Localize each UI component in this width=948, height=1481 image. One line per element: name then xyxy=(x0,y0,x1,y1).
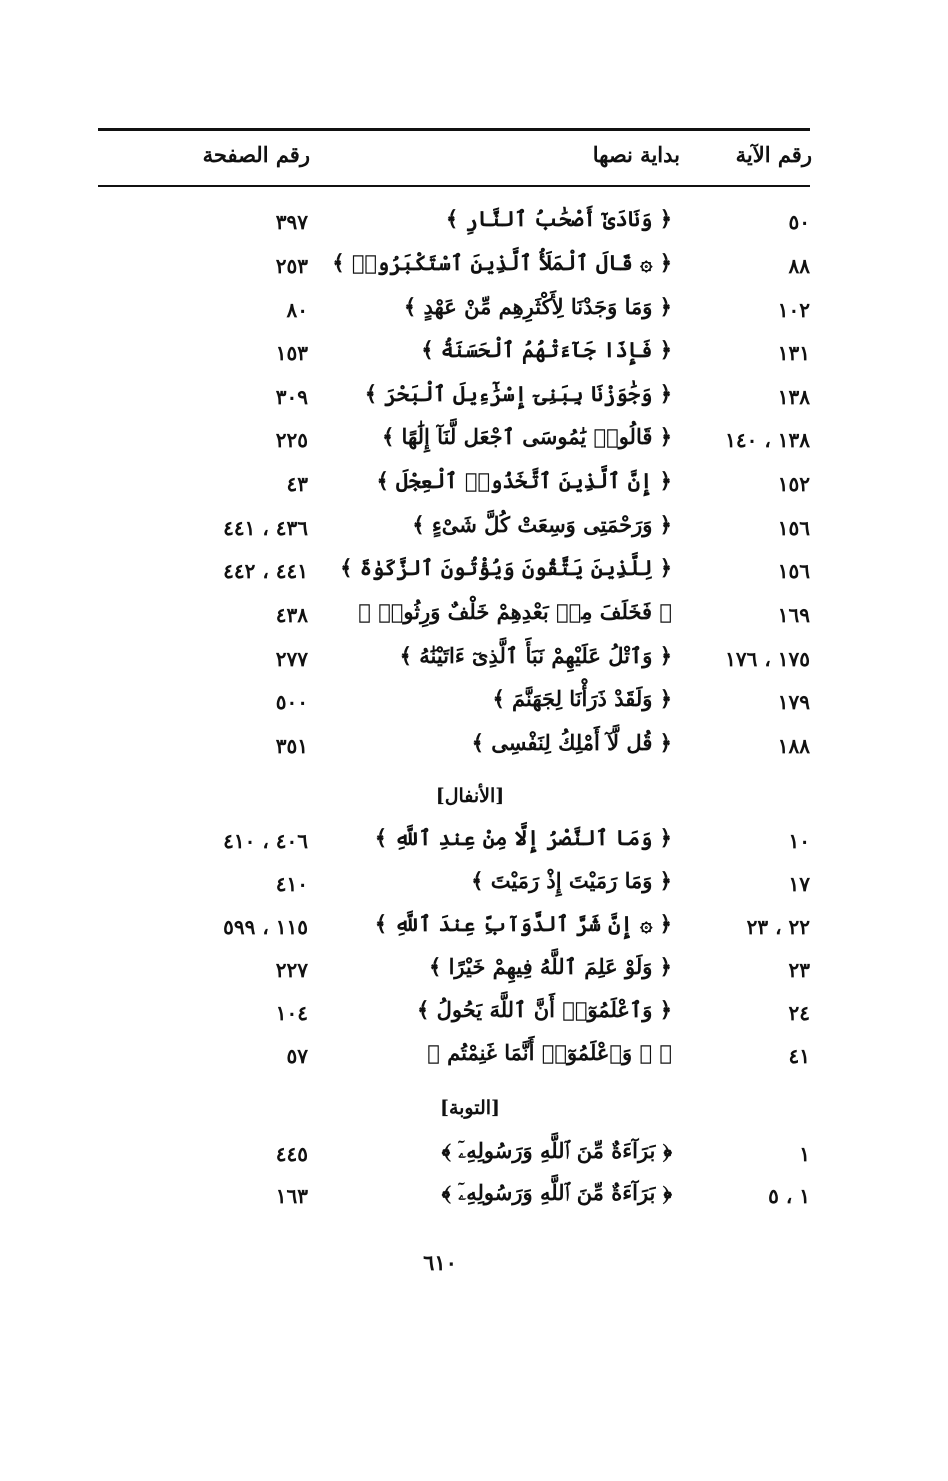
ayah-number: ١٥٦ xyxy=(777,559,810,583)
header-page-number: رقم الصفحة xyxy=(202,142,310,167)
table-row xyxy=(98,868,810,904)
ayah-number: ١ xyxy=(799,1142,810,1166)
ayah-number: ٢٣ xyxy=(788,958,810,982)
verse-start: ﴿ فَخَلَفَ مِنۢ بَعْدِهِمْ خَلْفٌ وَرِثُوا۟ ﴾ xyxy=(358,599,672,624)
page-ref: ٤١٠ xyxy=(275,872,308,896)
header-start-text: بداية نصها xyxy=(592,142,680,167)
ayah-number: ٨٨ xyxy=(788,254,810,278)
section-heading-anfal: [الأنفال] xyxy=(435,785,505,807)
table-row xyxy=(98,512,810,548)
page-ref: ٥٧ xyxy=(286,1044,308,1068)
verse-start: ﴿ وَمَا رَمَيْتَ إِذْ رَمَيْتَ ﴾ xyxy=(471,868,672,893)
verse-start: ﴿ وَرَحْمَتِى وَسِعَتْ كُلَّ شَىْءٍ ﴾ xyxy=(412,512,672,537)
verse-start: ﴿ وَمَا ٱلنَّصْرُ إِلَّا مِنْ عِندِ ٱللَّهِ ﴾ xyxy=(374,825,672,850)
verse-start: ﴿ بَرَآءَةٌ مِّنَ ٱللَّهِ وَرَسُولِهِۦٓ ﴾ xyxy=(441,1138,672,1163)
page-ref: ٢٥٣ xyxy=(275,254,308,278)
page-ref: ٣٥١ xyxy=(275,734,308,758)
page-ref: ٢٢٧ xyxy=(275,958,308,982)
table-row xyxy=(98,643,810,679)
verse-start: ﴿ وَجَٰوَزْنَا بِبَنِىٓ إِسْرَٰٓءِيلَ ٱلْبَحْرَ ﴾ xyxy=(364,381,672,406)
verse-start: ﴿ لِلَّذِينَ يَتَّقُونَ وَيُؤْتُونَ ٱلزَّكَوٰةَ ﴾ xyxy=(340,555,672,580)
table-row xyxy=(98,381,810,417)
page-number: ٦١٠ xyxy=(423,1250,457,1275)
table-row xyxy=(98,250,810,286)
verse-start: ﴿ ۞ إِنَّ شَرَّ ٱلدَّوَآبِّ عِندَ ٱللَّهِ ﴾ xyxy=(374,911,672,936)
verse-start: ﴿ وَٱعْلَمُوٓا۟ أَنَّ ٱللَّهَ يَحُولُ ﴾ xyxy=(417,997,672,1022)
table-row xyxy=(98,206,810,242)
page-ref: ٤٤٥ xyxy=(275,1142,308,1166)
ayah-number: ١٣٨ ، ١٤٠ xyxy=(725,428,810,452)
verse-start: ﴿ وَٱتْلُ عَلَيْهِمْ نَبَأَ ٱلَّذِىٓ ءَاتَيْنَٰهُ ﴾ xyxy=(399,643,672,668)
table-row xyxy=(98,468,810,504)
verse-start: ﴿ ۞ وَٱعْلَمُوٓا۟ أَنَّمَا غَنِمْتُم ﴾ xyxy=(427,1040,672,1065)
page-ref: ٣٩٧ xyxy=(275,210,308,234)
verse-start: ﴿ وَلَوْ عَلِمَ ٱللَّهُ فِيهِمْ خَيْرًا ﴾ xyxy=(428,954,672,979)
ayah-number: ٢٤ xyxy=(788,1001,810,1025)
page-ref: ٤٣ xyxy=(286,472,308,496)
table-row xyxy=(98,599,810,635)
page-ref: ٤٣٦ ، ٤٤١ xyxy=(223,516,308,540)
table-row xyxy=(98,1040,810,1076)
ayah-number: ١٥٦ xyxy=(777,516,810,540)
header-ayah-number: رقم الآية xyxy=(735,142,812,167)
verse-start: ﴿ وَنَادَىٰٓ أَصْحَٰبُ ٱلنَّارِ ﴾ xyxy=(445,206,672,231)
section-heading-tawbah: [التوبة] xyxy=(439,1097,501,1119)
table-row xyxy=(98,294,810,330)
table-row xyxy=(98,424,810,460)
ayah-number: ١٦٩ xyxy=(777,603,810,627)
ayah-number: ١٧٩ xyxy=(777,690,810,714)
ayah-number: ١٠ xyxy=(788,829,810,853)
verse-start: ﴿ ۞ قَالَ ٱلْمَلَأُ ٱلَّذِينَ ٱسْتَكْبَرُوا۟ ﴾ xyxy=(332,250,672,275)
ayah-number: ١٧ xyxy=(788,872,810,896)
page-ref: ٤٠٦ ، ٤١٠ xyxy=(223,829,308,853)
verse-start: ﴿ قُل لَّآ أَمْلِكُ لِنَفْسِى ﴾ xyxy=(471,730,672,755)
table-row xyxy=(98,686,810,722)
table-row xyxy=(98,1138,810,1174)
ayah-number: ١٣١ xyxy=(777,341,810,365)
page-ref: ٢٧٧ xyxy=(275,647,308,671)
ayah-number: ٤١ xyxy=(788,1044,810,1068)
page-ref: ١٠٤ xyxy=(275,1001,308,1025)
page-ref: ٢٢٥ xyxy=(275,428,308,452)
ayah-number: ١٨٨ xyxy=(777,734,810,758)
table-row xyxy=(98,997,810,1033)
ayah-number: ١٥٢ xyxy=(777,472,810,496)
ayah-number: ١٧٥ ، ١٧٦ xyxy=(725,647,810,671)
page-ref: ١١٥ ، ٥٩٩ xyxy=(223,915,308,939)
verse-start: ﴿ وَلَقَدْ ذَرَأْنَا لِجَهَنَّمَ ﴾ xyxy=(492,686,672,711)
page-ref: ٤٤١ ، ٤٤٢ xyxy=(223,559,308,583)
verse-start: ﴿ فَإِذَا جَآءَتْهُمُ ٱلْحَسَنَةُ ﴾ xyxy=(421,337,672,362)
page-ref: ١٦٣ xyxy=(275,1184,308,1208)
table-row xyxy=(98,1180,810,1216)
table-row xyxy=(98,911,810,947)
header-rule xyxy=(98,185,810,187)
table-row xyxy=(98,337,810,373)
table-row xyxy=(98,825,810,861)
ayah-number: ٢٢ ، ٢٣ xyxy=(746,915,810,939)
verse-start: ﴿ قَالُوا۟ يَٰمُوسَى ٱجْعَل لَّنَآ إِلَٰهًا ﴾ xyxy=(381,424,672,449)
ayah-number: ١٣٨ xyxy=(777,385,810,409)
ayah-number: ٥٠ xyxy=(788,210,810,234)
table-row xyxy=(98,730,810,766)
verse-start: ﴿ وَمَا وَجَدْنَا لِأَكْثَرِهِم مِّنْ عَهْدٍ ﴾ xyxy=(403,294,672,319)
top-rule xyxy=(98,128,810,131)
verse-start: ﴿ بَرَآءَةٌ مِّنَ ٱللَّهِ وَرَسُولِهِۦٓ ﴾ xyxy=(441,1180,672,1205)
ayah-number: ١ ، ٥ xyxy=(768,1184,810,1208)
page-ref: ٤٣٨ xyxy=(275,603,308,627)
verse-start: ﴿ إِنَّ ٱلَّذِينَ ٱتَّخَذُوا۟ ٱلْعِجْلَ ﴾ xyxy=(376,468,672,493)
table-row xyxy=(98,555,810,591)
table-row xyxy=(98,954,810,990)
page-ref: ٣٠٩ xyxy=(275,385,308,409)
page-ref: ١٥٣ xyxy=(275,341,308,365)
page-ref: ٨٠ xyxy=(286,298,308,322)
page-ref: ٥٠٠ xyxy=(275,690,308,714)
ayah-number: ١٠٢ xyxy=(777,298,810,322)
